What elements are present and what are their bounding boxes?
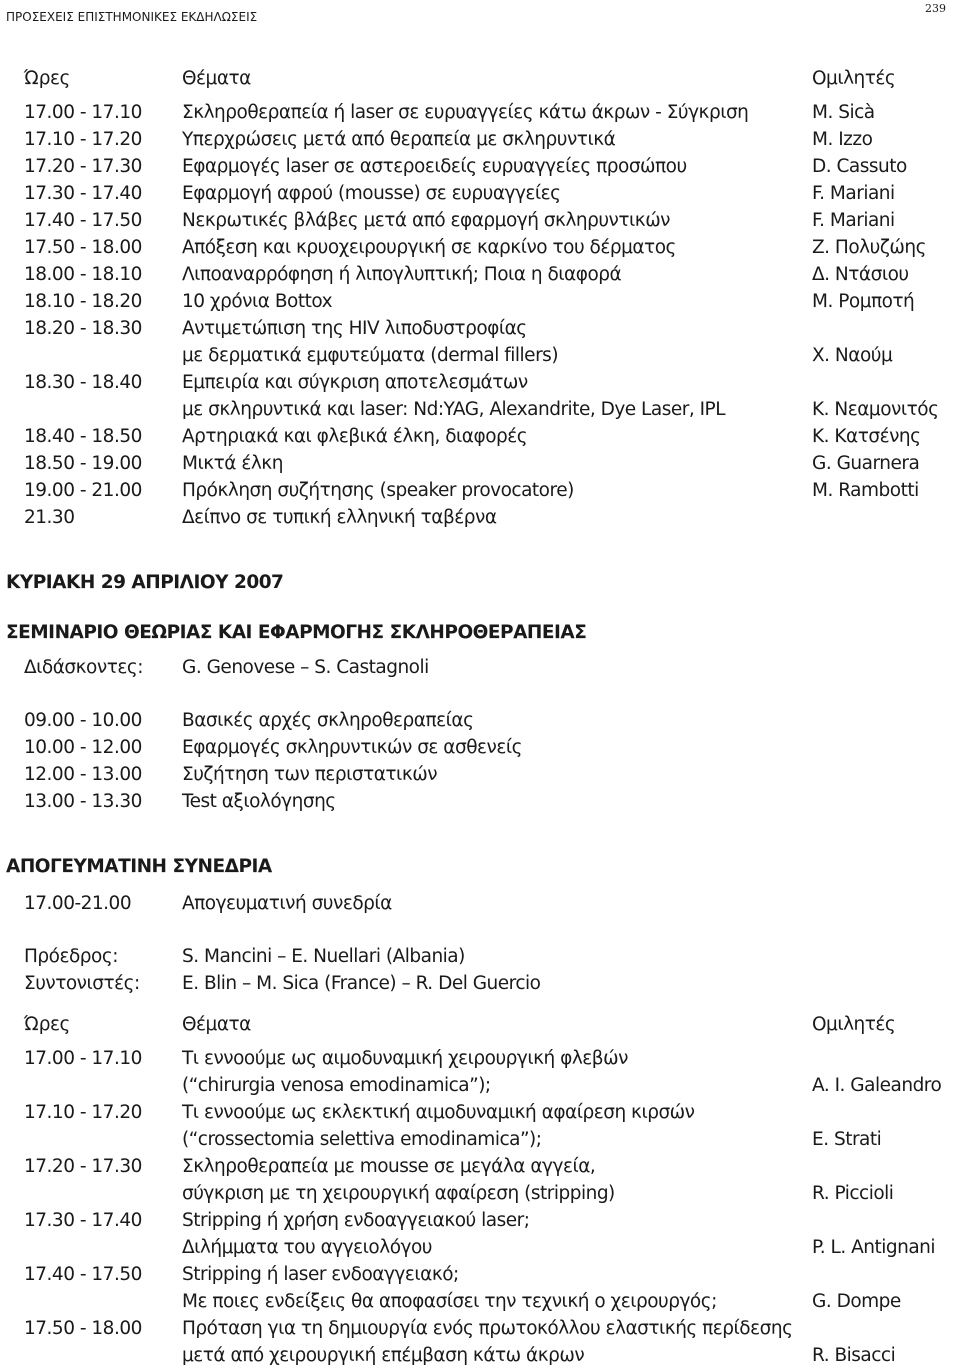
row-time: 19.00 - 21.00 (24, 480, 142, 501)
row-speaker: P. L. Antignani (812, 1237, 936, 1258)
row-speaker: F. Mariani (812, 210, 895, 231)
session-time: 17.00-21.00 (24, 893, 132, 914)
row-topic: Απόξεση και κρυοχειρουργική σε καρκίνο του δέρματος (182, 237, 676, 258)
row-speaker: M. Izzo (812, 129, 873, 150)
row-topic: Σκληροθεραπεία με mousse σε μεγάλα αγγεία, (182, 1156, 596, 1177)
column-header-hours: Ώρες (24, 68, 70, 89)
row-time: 18.00 - 18.10 (24, 264, 142, 285)
teachers-value: G. Genovese – S. Castagnoli (182, 657, 429, 678)
row-speaker: D. Cassuto (812, 156, 907, 177)
column-header-topics: Θέματα (182, 1014, 251, 1035)
row-time: 12.00 - 13.00 (24, 764, 142, 785)
row-time: 17.50 - 18.00 (24, 1318, 142, 1339)
row-topic: Πρόκληση συζήτησης (speaker provocatore) (182, 480, 574, 501)
row-topic: σύγκριση με τη χειρουργική αφαίρεση (stripping) (182, 1183, 615, 1204)
row-topic: Τι εννοούμε ως αιμοδυναμική χειρουργική φλεβών (182, 1048, 628, 1069)
row-speaker: F. Mariani (812, 183, 895, 204)
row-speaker: M. Rambotti (812, 480, 919, 501)
row-time: 18.20 - 18.30 (24, 318, 142, 339)
row-time: 09.00 - 10.00 (24, 710, 142, 731)
column-header-topics: Θέματα (182, 68, 251, 89)
row-speaker: M. Sicà (812, 102, 875, 123)
column-header-speakers: Ομιλητές (812, 1014, 896, 1035)
row-topic: Stripping ή laser ενδοαγγειακό; (182, 1264, 459, 1285)
chair-label: Πρόεδρος: (24, 946, 118, 967)
row-time: 17.10 - 17.20 (24, 1102, 142, 1123)
row-speaker: E. Strati (812, 1129, 882, 1150)
seminar-heading: ΣΕΜΙΝΑΡΙΟ ΘΕΩΡΙΑΣ ΚΑΙ ΕΦΑΡΜΟΓΗΣ ΣΚΛΗΡΟΘΕΡΑΠΕΙΑΣ (6, 622, 587, 643)
row-time: 17.40 - 17.50 (24, 210, 142, 231)
row-topic: Πρόταση για τη δημιουργία ενός πρωτοκόλλου ελαστικής περίδεσης (182, 1318, 793, 1339)
row-speaker: Μ. Ρομποτή (812, 291, 915, 312)
row-time: 21.30 (24, 507, 75, 528)
row-speaker: R. Bisacci (812, 1345, 896, 1366)
teachers-label: Διδάσκοντες: (24, 657, 143, 678)
column-header-hours: Ώρες (24, 1014, 70, 1035)
running-header: ΠΡΟΣΕΧΕΙΣ ΕΠΙΣΤΗΜΟΝΙΚΕΣ ΕΚΔΗΛΩΣΕΙΣ (6, 10, 258, 24)
row-time: 17.50 - 18.00 (24, 237, 142, 258)
row-topic: Stripping ή χρήση ενδοαγγειακού laser; (182, 1210, 530, 1231)
row-time: 10.00 - 12.00 (24, 737, 142, 758)
row-topic: Εφαρμογές laser σε αστεροειδείς ευρυαγγείες προσώπου (182, 156, 687, 177)
row-time: 17.10 - 17.20 (24, 129, 142, 150)
row-speaker: Κ. Κατσένης (812, 426, 921, 447)
row-speaker: A. I. Galeandro (812, 1075, 942, 1096)
row-topic: Τι εννοούμε ως εκλεκτική αιμοδυναμική αφαίρεση κιρσών (182, 1102, 695, 1123)
row-topic: (“crossectomia selettiva emodinamica”); (182, 1129, 542, 1150)
column-header-speakers: Ομιλητές (812, 68, 896, 89)
row-topic: Μικτά έλκη (182, 453, 283, 474)
row-speaker: Κ. Νεαμονιτός (812, 399, 939, 420)
row-topic: Βασικές αρχές σκληροθεραπείας (182, 710, 474, 731)
row-speaker: G. Guarnera (812, 453, 920, 474)
row-time: 17.00 - 17.10 (24, 102, 142, 123)
row-topic: με δερματικά εμφυτεύματα (dermal fillers) (182, 345, 559, 366)
page-number: 239 (925, 2, 946, 15)
row-time: 18.50 - 19.00 (24, 453, 142, 474)
row-topic: Αντιμετώπιση της HIV λιποδυστροφίας (182, 318, 527, 339)
row-time: 17.00 - 17.10 (24, 1048, 142, 1069)
row-topic: Σκληροθεραπεία ή laser σε ευρυαγγείες κάτω άκρων - Σύγκριση (182, 102, 749, 123)
row-topic: Εφαρμογές σκληρυντικών σε ασθενείς (182, 737, 522, 758)
row-speaker: R. Piccioli (812, 1183, 894, 1204)
row-topic: 10 χρόνια Bottox (182, 291, 333, 312)
row-speaker: Ζ. Πολυζώης (812, 237, 926, 258)
row-time: 17.30 - 17.40 (24, 183, 142, 204)
row-topic: Εμπειρία και σύγκριση αποτελεσμάτων (182, 372, 528, 393)
row-topic: με σκληρυντικά και laser: Nd:YAG, Alexandrite, Dye Laser, IPL (182, 399, 725, 420)
row-time: 13.00 - 13.30 (24, 791, 142, 812)
row-topic: Test αξιολόγησης (182, 791, 336, 812)
row-topic: Αρτηριακά και φλεβικά έλκη, διαφορές (182, 426, 528, 447)
coordinators-value: E. Blin – M. Sica (France) – R. Del Guercio (182, 973, 541, 994)
row-time: 17.30 - 17.40 (24, 1210, 142, 1231)
chair-value: S. Mancini – E. Nuellari (Albania) (182, 946, 465, 967)
row-topic: Νεκρωτικές βλάβες μετά από εφαρμογή σκληρυντικών (182, 210, 671, 231)
row-topic: (“chirurgia venosa emodinamica”); (182, 1075, 491, 1096)
row-time: 17.20 - 17.30 (24, 1156, 142, 1177)
row-topic: Λιποαναρρόφηση ή λιπογλυπτική; Ποια η διαφορά (182, 264, 622, 285)
row-time: 17.20 - 17.30 (24, 156, 142, 177)
row-speaker: G. Dompe (812, 1291, 901, 1312)
row-topic: Δείπνο σε τυπική ελληνική ταβέρνα (182, 507, 497, 528)
afternoon-heading: ΑΠΟΓΕΥΜΑΤΙΝΗ ΣΥΝΕΔΡΙΑ (6, 856, 272, 877)
row-topic: μετά από χειρουργική επέμβαση κάτω άκρων (182, 1345, 585, 1366)
row-speaker: Δ. Ντάσιου (812, 264, 909, 285)
row-topic: Υπερχρώσεις μετά από θεραπεία με σκληρυντικά (182, 129, 616, 150)
coordinators-label: Συντονιστές: (24, 973, 140, 994)
row-time: 18.30 - 18.40 (24, 372, 142, 393)
session-title: Απογευματινή συνεδρία (182, 893, 392, 914)
row-topic: Διλήμματα του αγγειολόγου (182, 1237, 432, 1258)
row-time: 18.10 - 18.20 (24, 291, 142, 312)
row-speaker: Χ. Ναούμ (812, 345, 893, 366)
row-time: 18.40 - 18.50 (24, 426, 142, 447)
day-heading: ΚΥΡΙΑΚΗ 29 ΑΠΡΙΛΙΟΥ 2007 (6, 572, 284, 593)
row-topic: Συζήτηση των περιστατικών (182, 764, 438, 785)
row-time: 17.40 - 17.50 (24, 1264, 142, 1285)
row-topic: Με ποιες ενδείξεις θα αποφασίσει την τεχνική ο χειρουργός; (182, 1291, 717, 1312)
row-topic: Εφαρμογή αφρού (mousse) σε ευρυαγγείες (182, 183, 561, 204)
